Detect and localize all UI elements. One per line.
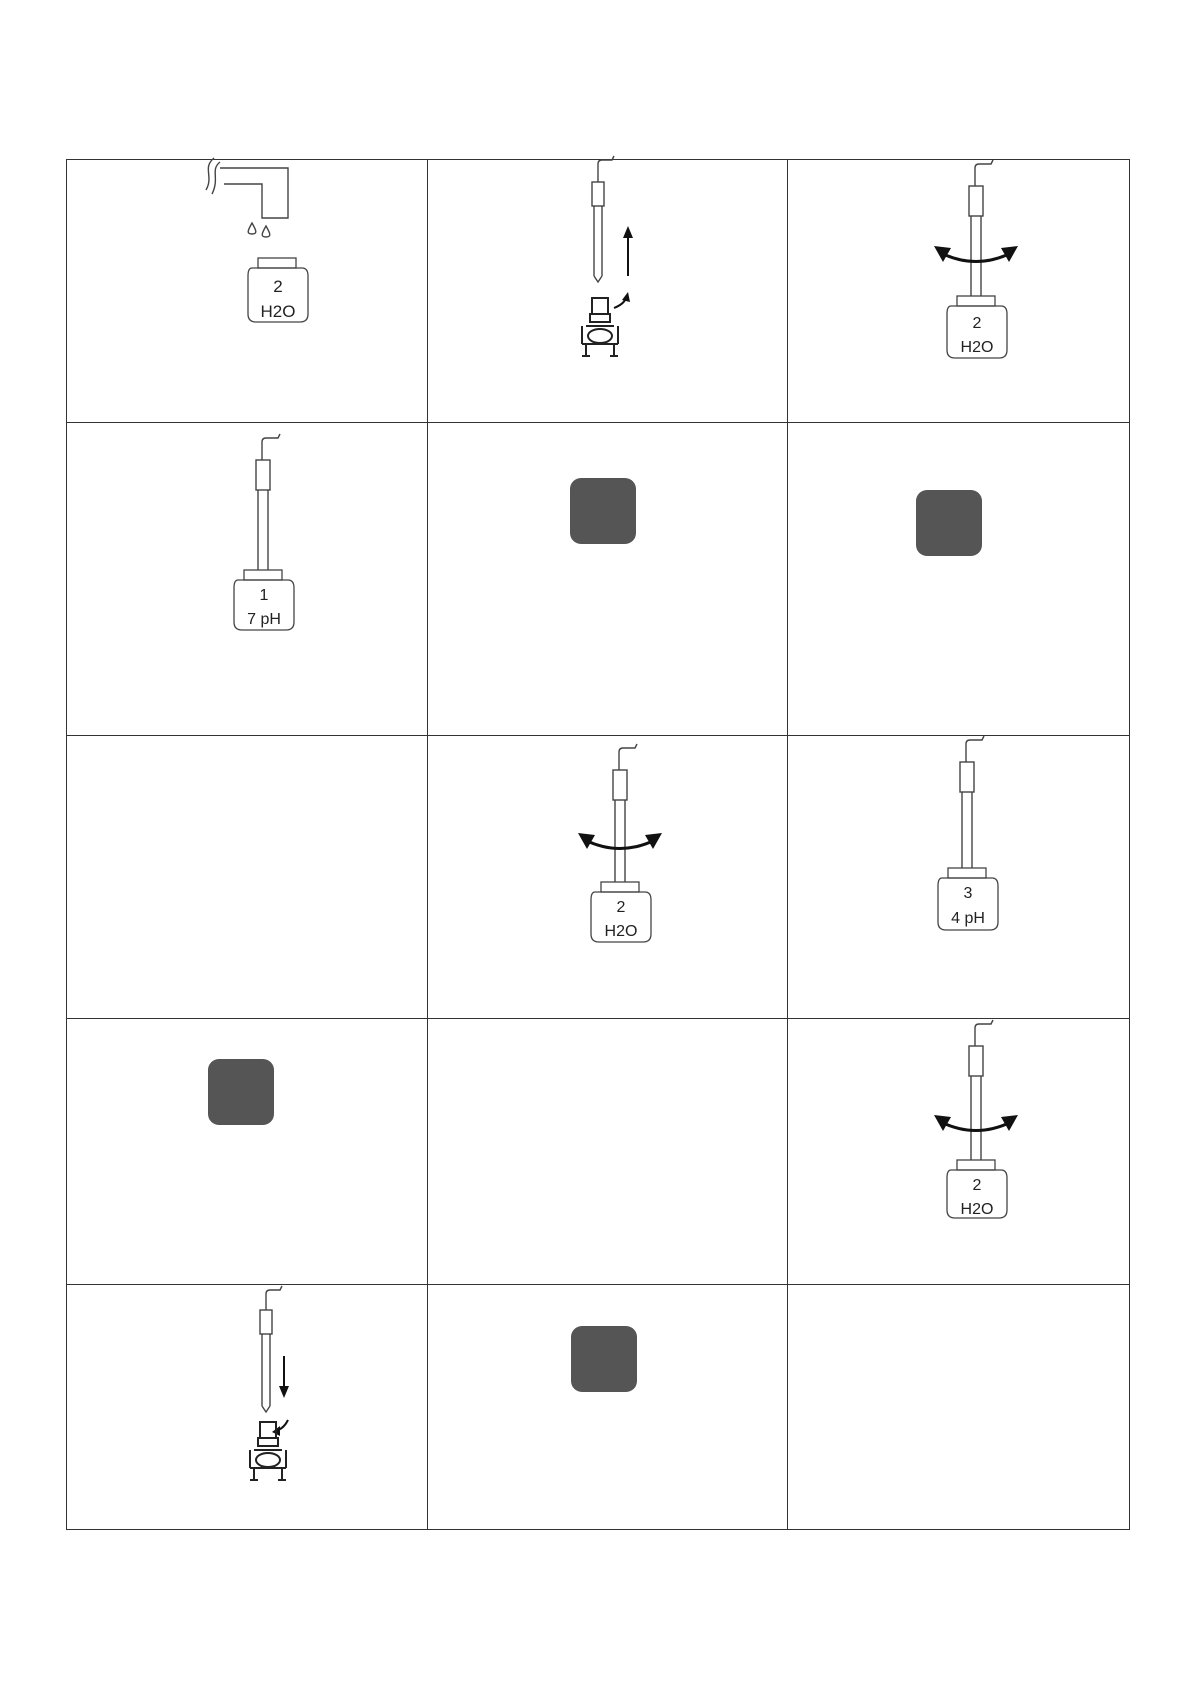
buffer-7ph-illustration xyxy=(230,432,310,632)
column-divider xyxy=(787,160,788,1529)
bottle-number: 2 xyxy=(972,315,982,332)
bottle-number: 2 xyxy=(972,1177,982,1194)
probe-icon xyxy=(592,156,614,282)
bottle-label: H2O xyxy=(604,923,638,940)
bottle-label: H2O xyxy=(960,339,994,356)
bottle-icon xyxy=(947,1160,1007,1218)
bottle-number: 2 xyxy=(616,899,626,916)
probe-icon xyxy=(260,1286,282,1412)
bottle-number: 2 xyxy=(273,277,283,296)
probe-icon xyxy=(613,744,637,882)
probe-icon xyxy=(969,160,993,296)
bottle-icon xyxy=(234,570,294,630)
key-icon xyxy=(570,478,636,544)
stir-h2o-illustration xyxy=(569,744,679,944)
row-divider xyxy=(67,422,1129,423)
bottle-label: H2O xyxy=(260,302,296,321)
key-icon xyxy=(916,490,982,556)
probe-icon xyxy=(256,434,280,570)
remove-probe-illustration xyxy=(580,158,650,363)
arrow-icon xyxy=(578,833,662,849)
bottle-number: 3 xyxy=(963,885,973,902)
clamp-icon xyxy=(582,298,618,356)
clamp-icon xyxy=(250,1422,286,1480)
rinse-illustration xyxy=(200,158,320,333)
faucet-icon xyxy=(206,158,288,237)
bottle-icon xyxy=(947,296,1007,358)
key-icon xyxy=(571,1326,637,1392)
bottle-icon xyxy=(248,258,308,322)
install-probe-illustration xyxy=(248,1286,318,1491)
arrow-icon xyxy=(934,1115,1018,1131)
arrow-icon xyxy=(934,246,1018,262)
key-icon xyxy=(208,1059,274,1125)
stir-h2o-illustration xyxy=(925,1018,1035,1218)
bottle-number: 1 xyxy=(259,587,269,604)
bottle-icon xyxy=(591,882,651,942)
probe-icon xyxy=(969,1020,993,1160)
arrow-icon xyxy=(614,226,633,308)
bottle-label: 4 pH xyxy=(951,910,985,927)
arrow-icon xyxy=(272,1356,289,1436)
row-divider xyxy=(67,1284,1129,1285)
bottle-label: H2O xyxy=(960,1201,994,1218)
probe-icon xyxy=(960,736,984,868)
column-divider xyxy=(427,160,428,1529)
buffer-4ph-illustration xyxy=(930,736,1010,936)
bottle-icon xyxy=(938,868,998,930)
bottle-label: 7 pH xyxy=(247,611,281,628)
stir-h2o-illustration xyxy=(925,158,1035,358)
